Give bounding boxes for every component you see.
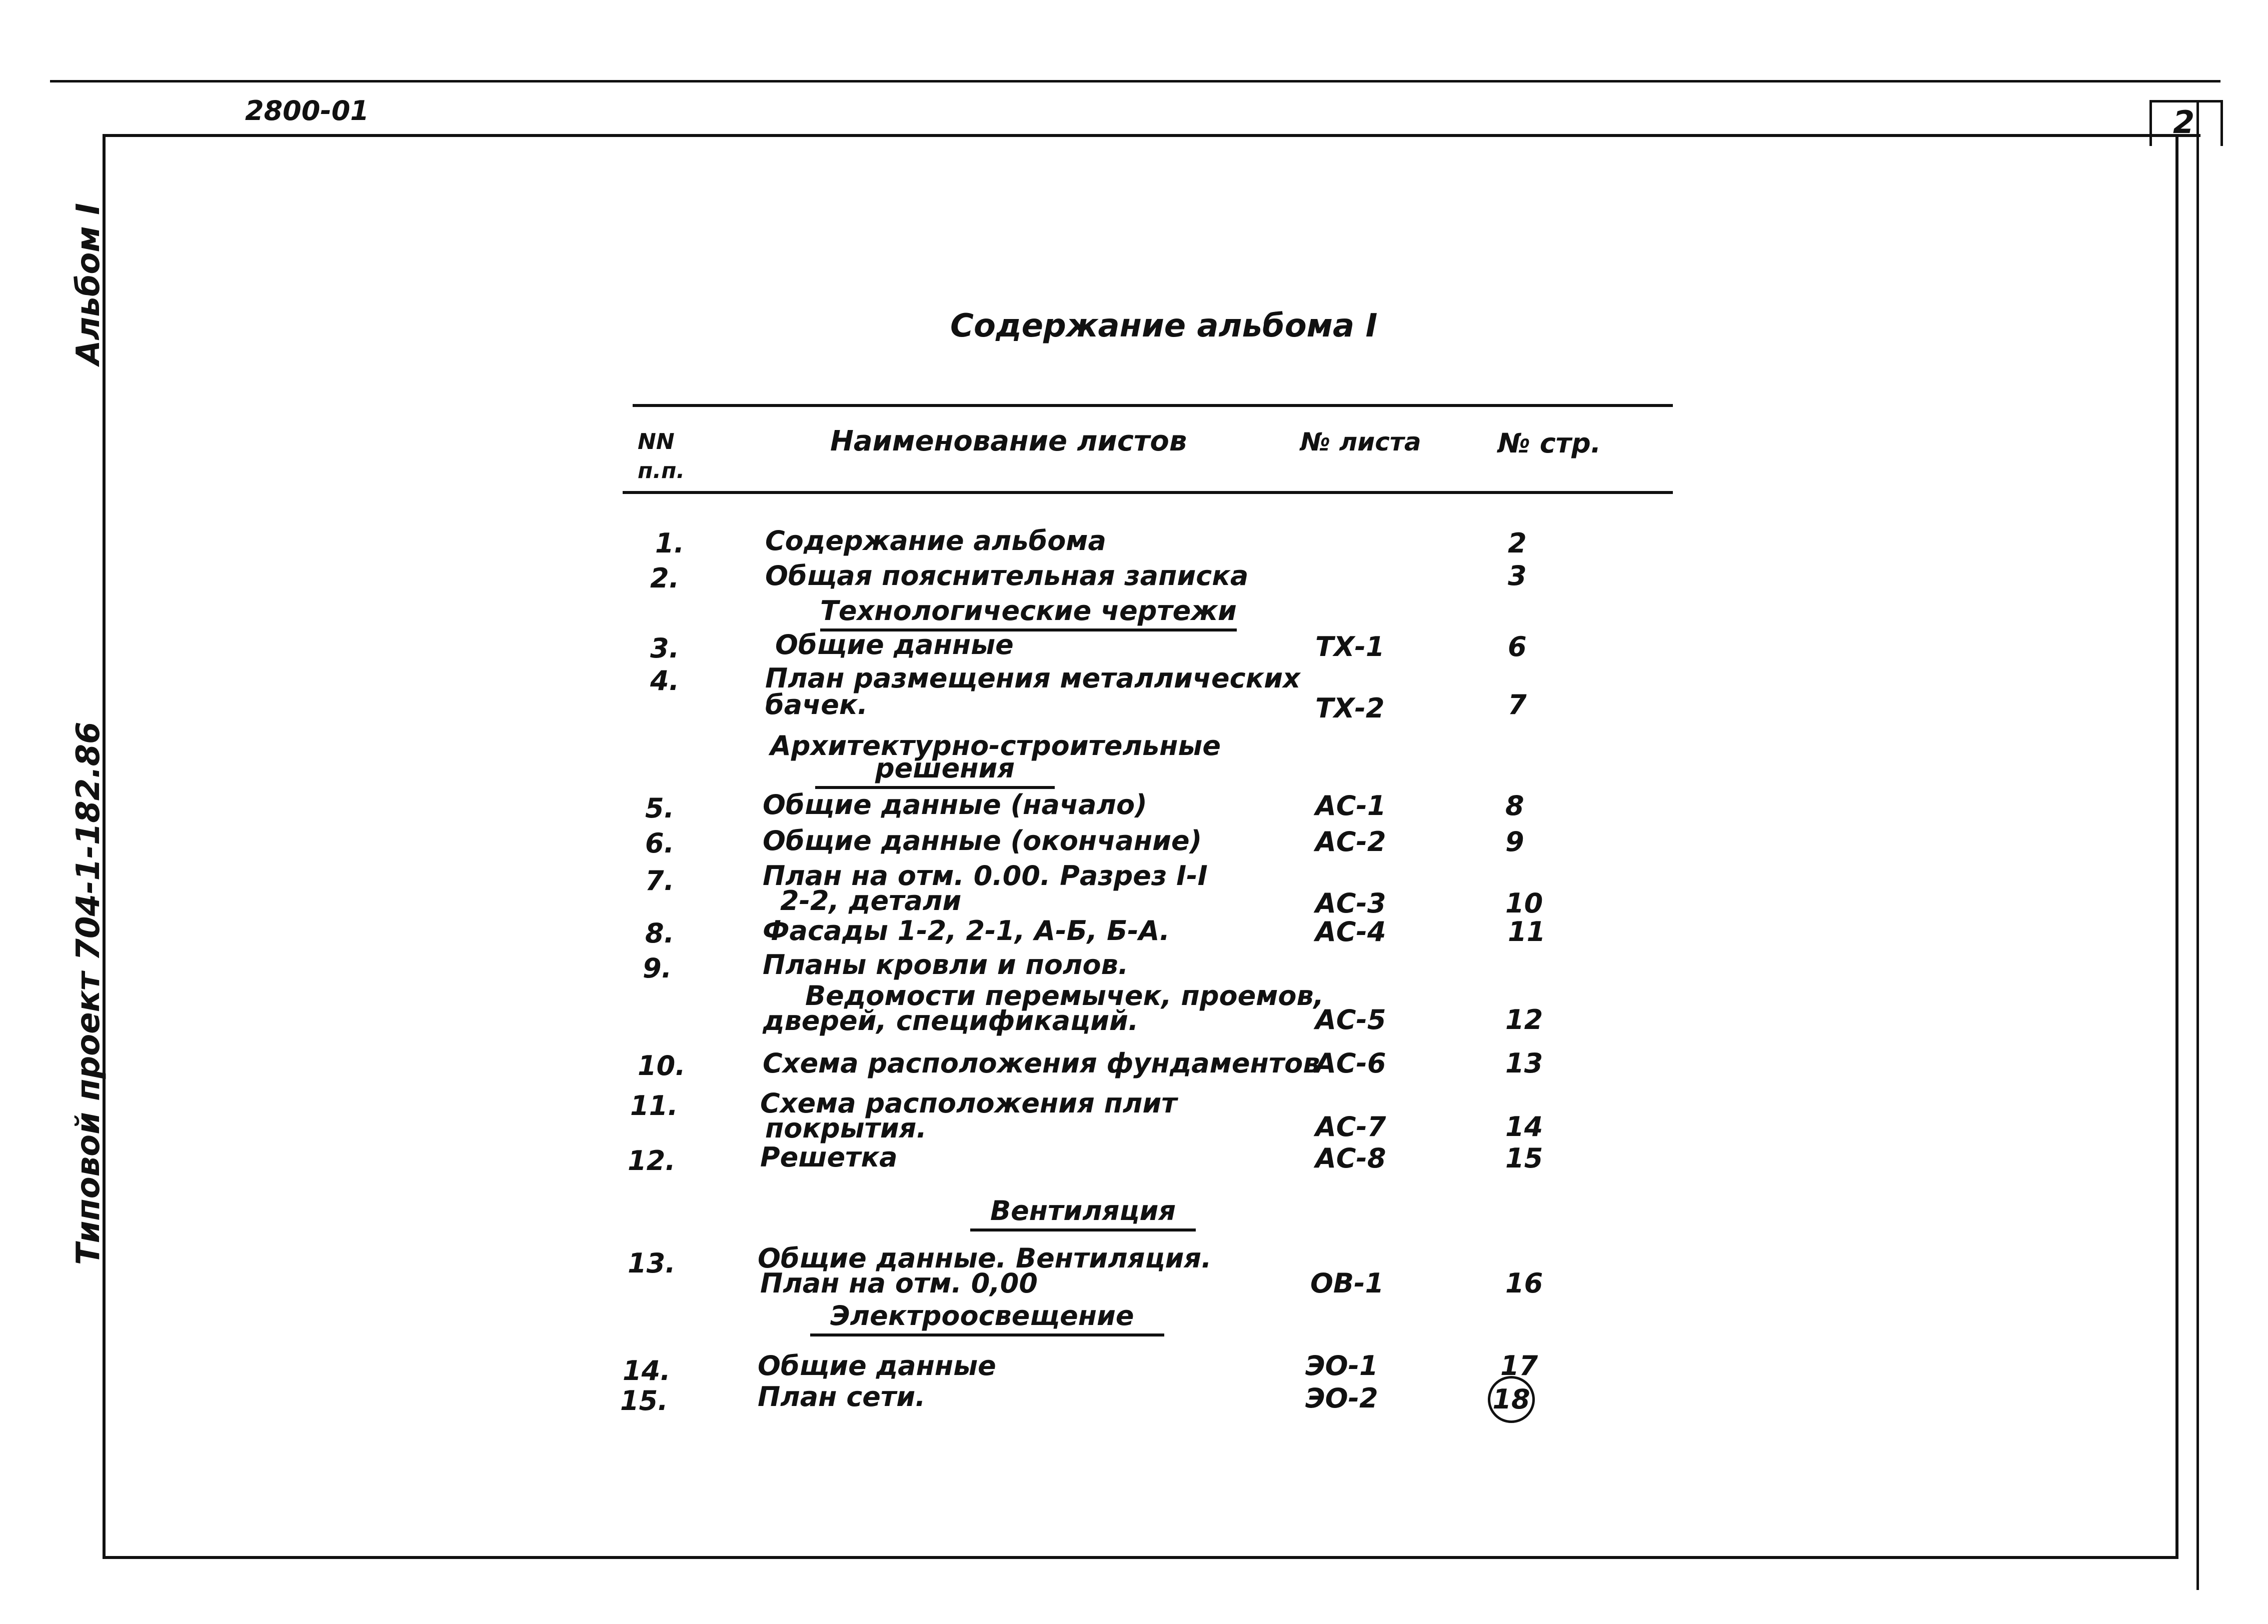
section-arch-2: решения — [815, 752, 1055, 789]
sheet-number: 2 — [2173, 104, 2195, 140]
row-11-name: Схема расположения плит — [760, 1088, 1177, 1119]
row-5-n: 5. — [645, 792, 675, 824]
page-title: Содержание альбома I — [950, 308, 1378, 344]
table-top-rule — [633, 404, 1673, 407]
row-11-sheet: АС-7 — [1315, 1111, 1386, 1142]
row-9-name3: дверей, спецификаций. — [763, 1005, 1139, 1036]
row-1-name: Содержание альбома — [765, 525, 1106, 556]
row-14-sheet: ЭО-1 — [1305, 1350, 1378, 1382]
project-label: Типовой проект 704-1-182.86 — [70, 722, 107, 1265]
row-1-n: 1. — [655, 528, 685, 559]
col-name: Наименование листов — [830, 425, 1187, 458]
row-2-name: Общая пояснительная записка — [765, 560, 1249, 592]
row-13-page: 16 — [1505, 1268, 1543, 1299]
row-7-name: План на отм. 0.00. Разрез I-I — [763, 860, 1208, 892]
row-12-n: 12. — [628, 1145, 676, 1176]
row-15-sheet: ЭО-2 — [1305, 1382, 1378, 1414]
row-11-page: 14 — [1505, 1111, 1543, 1142]
row-15-page — [1488, 1376, 1535, 1423]
row-7-page: 10 — [1505, 888, 1543, 919]
row-2-n: 2. — [650, 562, 680, 594]
row-9-name: Планы кровли и полов. — [763, 949, 1129, 980]
row-10-n: 10. — [638, 1050, 686, 1082]
top-rule — [50, 80, 2220, 82]
row-10-name: Схема расположения фундаментов — [763, 1048, 1320, 1079]
row-2-page: 3 — [1508, 560, 1527, 592]
row-3-name: Общие данные — [775, 629, 1014, 660]
row-13-sheet: ОВ-1 — [1310, 1268, 1384, 1299]
row-15-name: План сети. — [758, 1381, 926, 1412]
row-12-page: 15 — [1505, 1142, 1543, 1174]
row-6-name: Общие данные (окончание) — [763, 825, 1202, 856]
section-tech: Технологические чертежи — [820, 595, 1237, 632]
stamp-left — [2149, 100, 2152, 146]
row-4-n: 4. — [650, 665, 680, 696]
row-7-name2: 2-2, детали — [780, 885, 962, 916]
row-4-page: 7 — [1508, 689, 1527, 720]
row-9-page: 12 — [1505, 1004, 1543, 1036]
row-5-page: 8 — [1505, 790, 1524, 822]
row-9-sheet: АС-5 — [1315, 1004, 1386, 1036]
frame-top — [105, 134, 2200, 137]
row-8-sheet: АС-4 — [1315, 916, 1386, 948]
row-7-sheet: АС-3 — [1315, 888, 1386, 919]
row-12-sheet: АС-8 — [1315, 1142, 1386, 1174]
row-4-sheet: ТХ-2 — [1315, 692, 1385, 724]
doc-code: 2800-01 — [245, 95, 369, 126]
outer-right — [2196, 100, 2199, 1590]
row-10-page: 13 — [1505, 1048, 1543, 1079]
row-3-n: 3. — [650, 632, 680, 664]
frame-bottom — [103, 1556, 2178, 1559]
row-10-sheet: АС-6 — [1315, 1048, 1386, 1079]
row-8-page: 11 — [1508, 916, 1546, 948]
album-label: Альбом I — [70, 203, 107, 365]
row-6-sheet: АС-2 — [1315, 826, 1386, 858]
row-6-n: 6. — [645, 828, 675, 859]
row-14-page: 17 — [1500, 1350, 1538, 1382]
row-9-name2: Ведомости перемычек, проемов, — [805, 980, 1324, 1012]
row-5-name: Общие данные (начало) — [763, 789, 1147, 820]
row-4-name: План размещения металлических — [765, 662, 1300, 694]
row-8-name: Фасады 1-2, 2-1, А-Б, Б-А. — [763, 915, 1170, 946]
row-4-name2: бачек. — [765, 689, 868, 720]
row-6-page: 9 — [1505, 826, 1524, 858]
circled-page-number: 18 — [1488, 1376, 1535, 1423]
row-13-n: 13. — [628, 1248, 676, 1279]
section-elec: Электроосвещение — [810, 1300, 1164, 1336]
row-12-name: Решетка — [760, 1142, 898, 1173]
stamp-top — [2149, 100, 2223, 102]
row-13-name2: План на отм. 0,00 — [760, 1268, 1038, 1299]
row-11-n: 11. — [630, 1090, 678, 1122]
col-nn: NN п.п. — [638, 429, 685, 484]
row-8-n: 8. — [645, 918, 675, 949]
row-9-n: 9. — [643, 952, 672, 984]
row-3-page: 6 — [1508, 631, 1527, 662]
row-14-name: Общие данные — [758, 1350, 996, 1382]
row-7-n: 7. — [645, 865, 675, 896]
row-15-n: 15. — [620, 1385, 668, 1416]
frame-right — [2175, 134, 2178, 1559]
table-header-rule — [623, 491, 1673, 494]
col-page: № стр. — [1498, 428, 1601, 459]
row-13-name: Общие данные. Вентиляция. — [758, 1242, 1212, 1274]
stamp-right — [2220, 100, 2223, 146]
row-5-sheet: АС-1 — [1315, 790, 1386, 822]
row-3-sheet: ТХ-1 — [1315, 631, 1385, 662]
section-arch-1: Архитектурно-строительные — [770, 730, 1221, 762]
row-11-name2: покрытия. — [765, 1112, 927, 1144]
row-1-page: 2 — [1508, 528, 1527, 559]
section-vent: Вентиляция — [970, 1195, 1196, 1232]
row-14-n: 14. — [623, 1355, 671, 1386]
col-sheet: № листа — [1300, 428, 1421, 456]
